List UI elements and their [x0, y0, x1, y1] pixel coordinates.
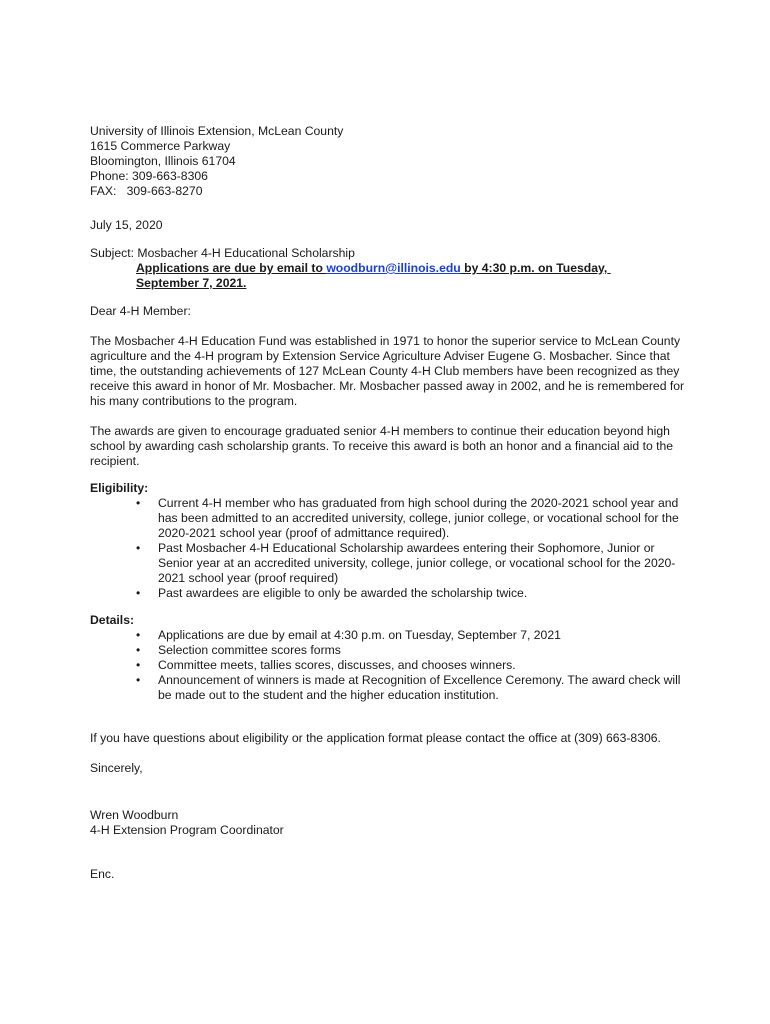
greeting: Dear 4-H Member:: [90, 304, 191, 318]
bullet-icon: •: [136, 496, 141, 510]
address-block: [90, 124, 690, 199]
signature-name: Wren Woodburn: [90, 808, 179, 822]
subject-line: Subject: Mosbacher 4-H Educational Scholarship: [90, 246, 355, 260]
list-item: [90, 658, 690, 673]
signature-title: 4-H Extension Program Coordinator: [90, 823, 284, 837]
due-notice-suffix: by 4:30 p.m. on Tuesday, September 7, 2021.: [136, 261, 611, 290]
list-item: [90, 496, 690, 541]
list-item: [90, 541, 690, 586]
list-item: [90, 673, 690, 703]
bullet-icon: •: [136, 586, 141, 600]
list-item-text: Announcement of winners is made at Recognition of Excellence Ceremony. The award check will be made out to the student and the higher education institution.: [158, 673, 681, 702]
letter-page: [90, 124, 690, 882]
address-line-street: 1615 Commerce Parkway: [90, 139, 231, 153]
due-notice: [136, 261, 656, 291]
address-line-city: Bloomington, Illinois 61704: [90, 154, 236, 168]
list-item-text: Past Mosbacher 4-H Educational Scholarship awardees entering their Sophomore, Junior or Senior year at an accredited university, college, junior college, or vocational school for the 2020-2021 school year (proof required): [158, 541, 676, 585]
questions-paragraph: If you have questions about eligibility or the application format please contact the office at (309) 663-8306.: [90, 731, 661, 745]
address-line-fax: FAX: 309-663-8270: [90, 184, 203, 198]
list-item: [90, 628, 690, 643]
address-line-institution: University of Illinois Extension, McLean County: [90, 124, 344, 138]
list-item: [90, 586, 690, 601]
closing: Sincerely,: [90, 761, 143, 775]
eligibility-heading: Eligibility:: [90, 481, 149, 495]
list-item-text: Committee meets, tallies scores, discusses, and chooses winners.: [158, 658, 516, 672]
details-heading: Details:: [90, 613, 135, 627]
bullet-icon: •: [136, 658, 141, 672]
email-link[interactable]: woodburn@illinois.edu: [326, 261, 461, 275]
paragraph-history: The Mosbacher 4-H Education Fund was established in 1971 to honor the superior service to McLean County agriculture and the 4-H program by Extension Service Agriculture Adviser Eugene G. Mosbacher. Since that time, the outstanding achievements of 127 McLean County 4-H Club members have been recognized as they receive this award in honor of Mr. Mosbacher. Mr. Mosbacher passed away in 2002, and he is remembered for his many contributions to the program.: [90, 334, 685, 408]
letter-date: July 15, 2020: [90, 218, 163, 232]
list-item: [90, 643, 690, 658]
details-list: [90, 628, 690, 703]
bullet-icon: •: [136, 673, 141, 687]
bullet-icon: •: [136, 643, 141, 657]
list-item-text: Selection committee scores forms: [158, 643, 341, 657]
bullet-icon: •: [136, 541, 141, 555]
list-item-text: Current 4-H member who has graduated from high school during the 2020-2021 school year and has been admitted to an accredited university, college, junior college, or vocational school for the 2020-2021 school year (proof of admittance required).: [158, 496, 679, 540]
paragraph-purpose: The awards are given to encourage graduated senior 4-H members to continue their education beyond high school by awarding cash scholarship grants. To receive this award is both an honor and a financial aid to the recipient.: [90, 424, 674, 468]
due-notice-prefix: Applications are due by email to: [136, 261, 327, 275]
list-item-text: Past awardees are eligible to only be awarded the scholarship twice.: [158, 586, 528, 600]
address-line-phone: Phone: 309-663-8306: [90, 169, 208, 183]
bullet-icon: •: [136, 628, 141, 642]
eligibility-list: [90, 496, 690, 601]
list-item-text: Applications are due by email at 4:30 p.m. on Tuesday, September 7, 2021: [158, 628, 561, 642]
enclosure-note: Enc.: [90, 867, 115, 881]
